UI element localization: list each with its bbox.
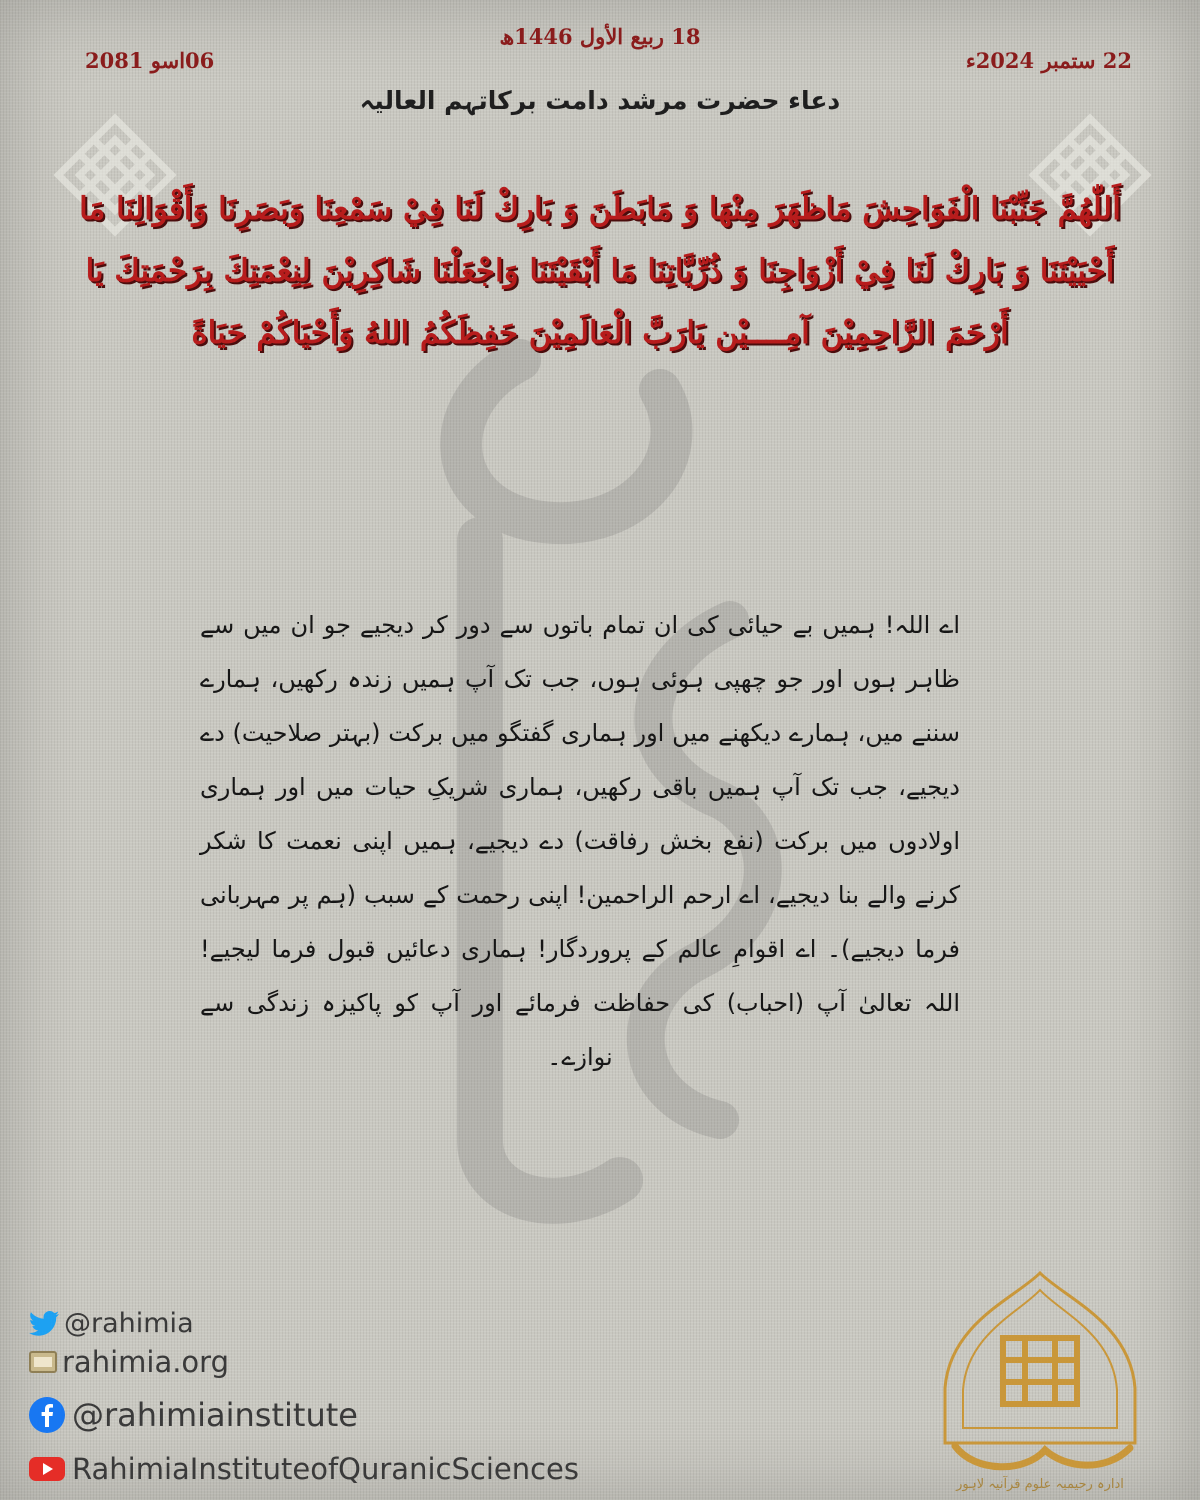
website-link[interactable] bbox=[28, 1345, 229, 1379]
twitter-handle: @rahimia bbox=[64, 1308, 194, 1339]
logo-subtitle: ادارہ رحیمیہ علوم قرآنیہ لاہور bbox=[956, 1477, 1124, 1492]
youtube-channel: RahimiaInstituteofQuranicSciences bbox=[72, 1452, 579, 1486]
gregorian-date: 22 ستمبر 2024ء bbox=[965, 48, 1132, 73]
rahimia-logo bbox=[905, 1268, 1175, 1493]
twitter-link[interactable] bbox=[28, 1308, 194, 1339]
facebook-handle: @rahimiainstitute bbox=[72, 1396, 358, 1434]
web-icon bbox=[28, 1349, 58, 1375]
youtube-link[interactable] bbox=[28, 1452, 579, 1486]
page-title: دعاء حضرت مرشد دامت برکاتہم العالیہ bbox=[359, 86, 841, 115]
urdu-translation-text: اے اللہ! ہمیں بے حیائی کی ان تمام باتوں سے دور کر دیجیے جو ان میں سے ظاہر ہوں اور جو چھپی ہوئی ہوں، جب تک آپ ہمیں زندہ رکھیں، ہمارے سننے میں، ہمارے دیکھنے میں اور ہماری گفتگو میں برکت (بہتر صلاحیت) دے دیجیے، جب تک آپ ہمیں باقی رکھیں، ہماری شریکِ حیات میں اور ہماری اولادوں میں برکت (نفع بخش رفاقت) دے دیجیے، ہمیں اپنی نعمت کا شکر کرنے والے بنا دیجیے، اے ارحم الراحمین! اپنی رحمت کے سبب (ہم پر مہربانی فرما دیجیے)۔ اے اقوامِ عالم کے پروردگار! ہماری دعائیں قبول فرما لیجیے! اللہ تعالیٰ آپ (احباب) کی حفاظت فرمائے اور آپ کو پاکیزہ زندگی سے نوازے۔ bbox=[200, 611, 960, 1071]
facebook-link[interactable] bbox=[28, 1396, 358, 1434]
facebook-icon bbox=[28, 1396, 66, 1434]
dua-arabic-text: أَللّٰهُمَّ جَنِّبْنَا الْفَوَاحِشَ مَاظَهَرَ مِنْهَا وَ مَابَطَنَ وَ بَارِكْ لَنَا فِيْ سَمْعِنَا وَبَصَرِنَا وَأَقْوَالِنَا مَا أَحْيَيْتَنَا وَ بَارِكْ لَنَا فِيْ أَزْوَاجِنَا وَ ذُرِّيَّاتِنَا مَا أَبْقَيْتَنَا وَاجْعَلْنَا شَاكِرِيْنَ لِنِعْمَتِكَ بِرَحْمَتِكَ يَا أَرْحَمَ الرَّاحِمِيْنَ آمِــــيْن يَارَبَّ الْعَالَمِيْنَ حَفِظَكُمُ اللهُ وَأَحْيَاكُمْ حَيَاةً bbox=[79, 191, 1121, 351]
twitter-bird-icon bbox=[28, 1310, 60, 1338]
youtube-icon bbox=[28, 1455, 66, 1483]
hijri-date: 18 ربیع الأول 1446ھ bbox=[499, 24, 701, 49]
website-url: rahimia.org bbox=[62, 1345, 229, 1379]
bikrami-date: 06اسو 2081 bbox=[85, 48, 215, 73]
